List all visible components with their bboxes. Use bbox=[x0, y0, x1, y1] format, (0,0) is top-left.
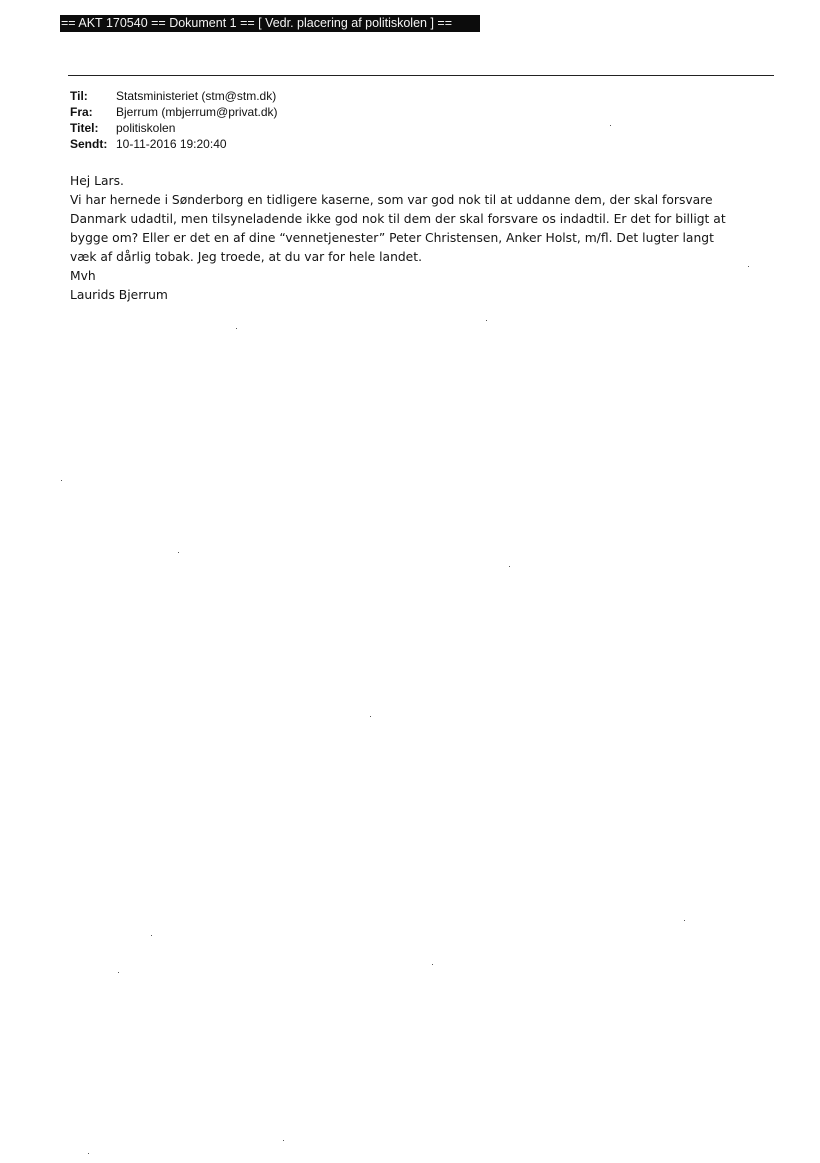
title-label: Titel: bbox=[70, 121, 99, 135]
scan-speck bbox=[283, 1140, 284, 1141]
body-line: Danmark udadtil, men tilsyneladende ikke god nok til dem der skal forsvare os indadtil. Er det for billigt at bbox=[70, 212, 726, 226]
sent-value: 10-11-2016 19:20:40 bbox=[116, 137, 227, 151]
scan-speck bbox=[748, 266, 749, 267]
to-value: Statsministeriet (stm@stm.dk) bbox=[116, 89, 277, 103]
header-to-row bbox=[70, 88, 278, 104]
from-label: Fra: bbox=[70, 105, 93, 119]
scan-speck bbox=[610, 125, 611, 126]
scan-speck bbox=[684, 920, 685, 921]
body-line: væk af dårlig tobak. Jeg troede, at du var for hele landet. bbox=[70, 250, 422, 264]
header-title-row bbox=[70, 120, 278, 136]
greeting: Hej Lars. bbox=[70, 174, 124, 188]
sent-label: Sendt: bbox=[70, 137, 108, 151]
scan-speck bbox=[236, 328, 237, 329]
scan-speck bbox=[178, 552, 179, 553]
body-line: Vi har hernede i Sønderborg en tidligere kaserne, som var god nok til at uddanne dem, der skal forsvare bbox=[70, 193, 713, 207]
from-value: Bjerrum (mbjerrum@privat.dk) bbox=[116, 105, 278, 119]
header-from-row bbox=[70, 104, 278, 120]
scan-speck bbox=[61, 480, 62, 481]
closing: Mvh bbox=[70, 269, 96, 283]
scan-speck bbox=[432, 964, 433, 965]
header-divider bbox=[68, 75, 774, 76]
to-label: Til: bbox=[70, 89, 88, 103]
body-line: bygge om? Eller er det en af dine “vennetjenester” Peter Christensen, Anker Holst, m/fl. Det lugter langt bbox=[70, 231, 714, 245]
title-value: politiskolen bbox=[116, 121, 176, 135]
scan-speck bbox=[370, 716, 371, 717]
scan-speck bbox=[486, 320, 487, 321]
scan-speck bbox=[509, 566, 510, 567]
signature: Laurids Bjerrum bbox=[70, 288, 168, 302]
header-sent-row bbox=[70, 136, 278, 152]
scan-speck bbox=[151, 935, 152, 936]
scan-speck bbox=[118, 972, 119, 973]
email-header bbox=[70, 88, 278, 152]
scan-speck bbox=[88, 1153, 89, 1154]
document-stamp: == AKT 170540 == Dokument 1 == [ Vedr. placering af politiskolen ] == bbox=[60, 15, 480, 32]
email-body bbox=[70, 172, 760, 305]
